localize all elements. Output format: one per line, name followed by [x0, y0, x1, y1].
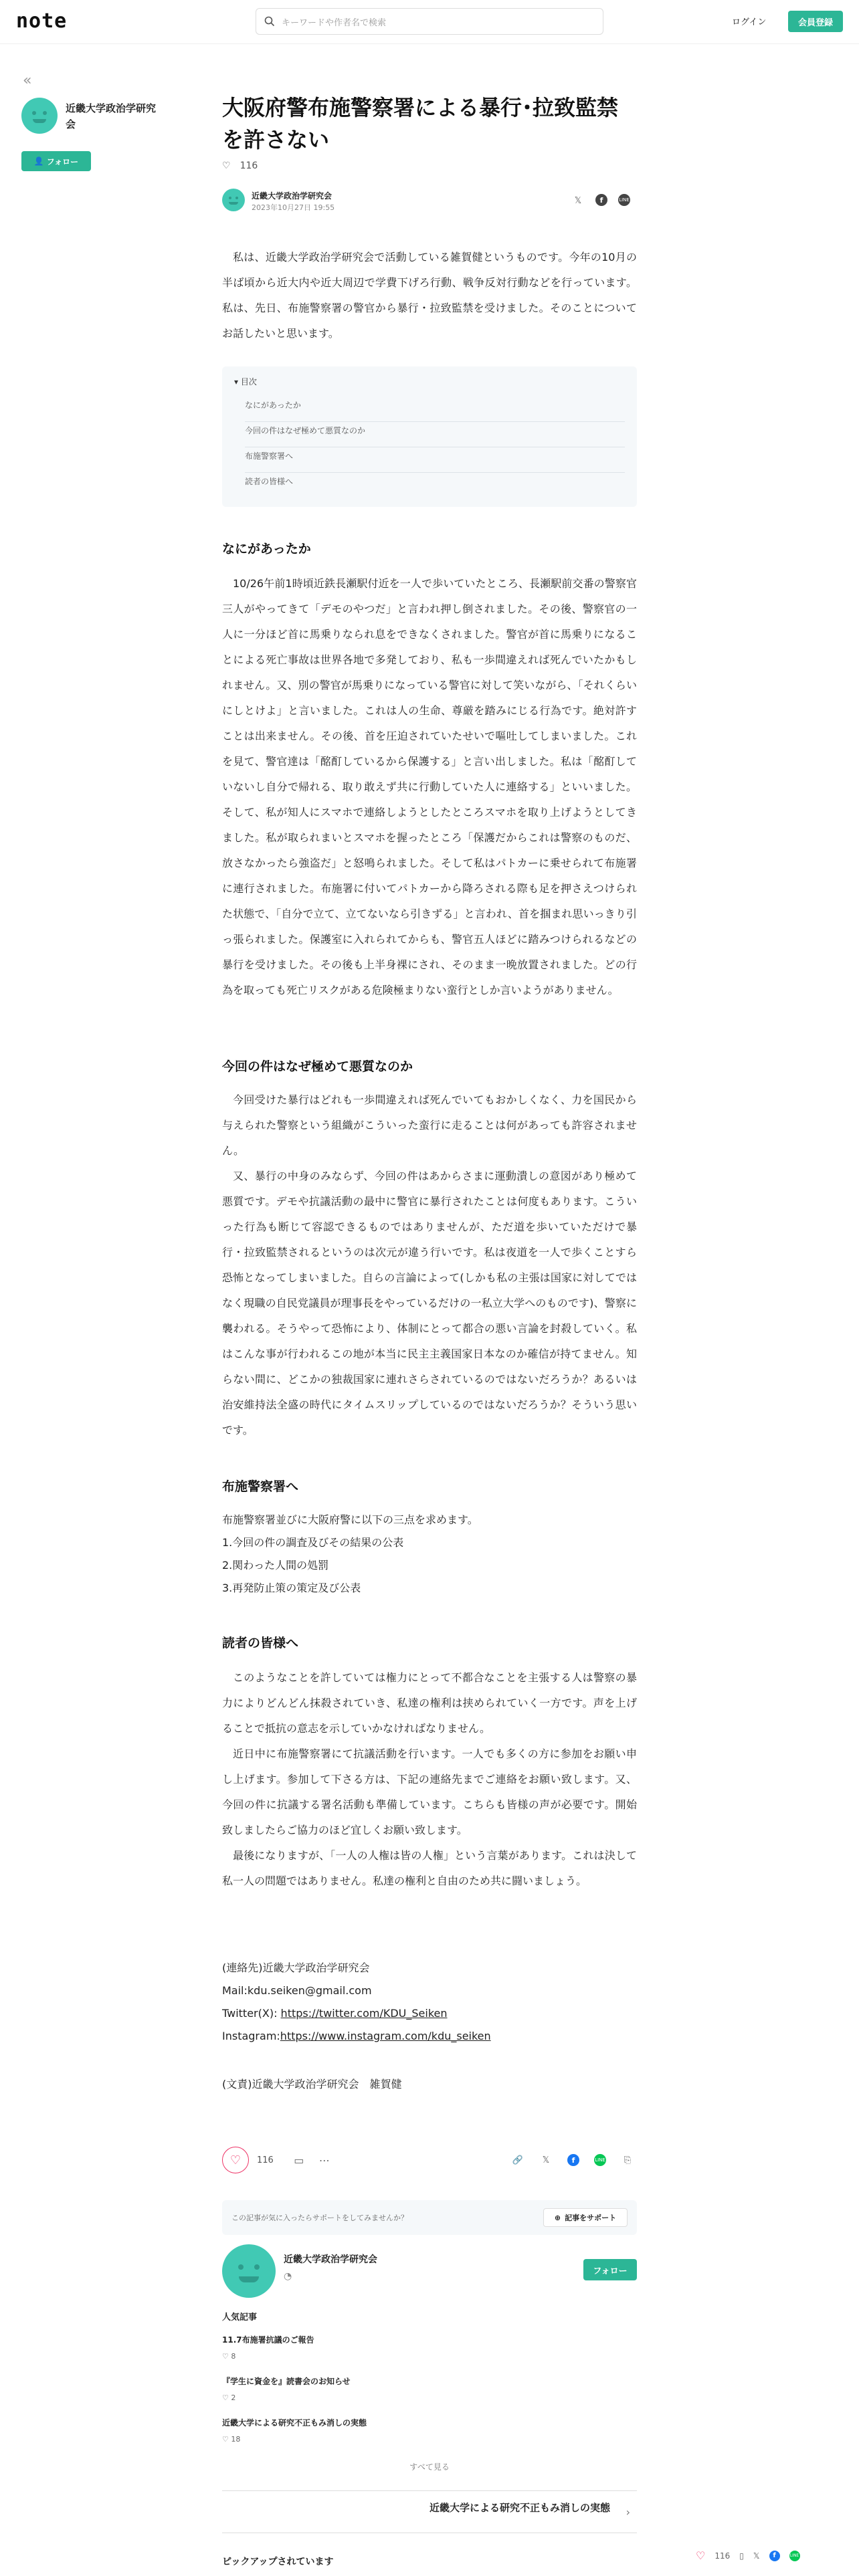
twitter-link[interactable]: https://twitter.com/KDU_Seiken [280, 2007, 448, 2020]
table-of-contents [222, 366, 637, 507]
intro-paragraph: 私は、近畿大学政治学研究会で活動している雑賀健というものです。今年の10月の半ば頃から近大内や近大周辺で学費下げろ行動、戦争反対行動などを行っています。私は、先日、布施警察署の警官から暴行・拉致監禁を受けました。そのことについてお話したいと思います。 [222, 251, 637, 340]
popular-item[interactable] [222, 2417, 637, 2444]
more-icon[interactable]: ⋯ [318, 2153, 330, 2167]
likes-value: 2 [231, 2393, 236, 2402]
heart-icon: ♡ [222, 2352, 231, 2361]
login-link[interactable]: ログイン [732, 17, 767, 27]
profile-card [222, 2244, 637, 2298]
follow-label: フォロー [46, 156, 79, 167]
float-like-count: 116 [714, 2551, 731, 2561]
section-paragraph: 最後になりますが、「一人の人権は皆の人権」という言葉があります。これは決して私一人の問題ではありません。私達の権利と自由のため共に闘いましょう。 [222, 1849, 637, 1887]
heart-icon: ♡ [222, 2435, 231, 2444]
like-button[interactable]: ♡ [222, 2147, 249, 2173]
x-share-icon[interactable]: 𝕏 [753, 2551, 760, 2561]
heart-icon[interactable]: ♡ [696, 2549, 706, 2562]
chevron-right-icon: › [626, 2506, 630, 2518]
section-heading: 今回の件はなぜ極めて悪質なのか [222, 1059, 413, 1074]
profile-avatar[interactable] [222, 2244, 276, 2298]
popular-heading: 人気記事 [222, 2313, 258, 2323]
next-article-title[interactable]: 近畿大学による研究不正もみ消しの実態 [430, 2502, 611, 2514]
likes-value: 116 [240, 160, 258, 171]
see-all-link[interactable]: すべて見る [409, 2462, 450, 2472]
search-icon [264, 16, 275, 27]
toc-item[interactable]: 読者の皆様へ [245, 477, 294, 486]
toc-item[interactable]: なにがあったか [245, 397, 625, 422]
demand-line: 布施警察署並びに大阪府警に以下の三点を求めます。 [222, 1513, 478, 1526]
likes-value: 18 [231, 2435, 241, 2444]
publish-date: 2023年10月27日 19:55 [252, 203, 335, 212]
section-paragraph: 又、暴行の中身のみならず、今回の件はあからさまに運動潰しの意図があり極めて悪質です。デモや抗議活動の最中に警官に暴行されたことは何度もあります。こういった行為も断じて容認できるものではありませんが、ただ道を歩いていただけで暴行・拉致監禁されるというのは次元が違う行いです。私は夜道を一人で歩くことすら恐怖となってしまいました。自らの言論によって(しかも私の主張は国家に対してではなく現職の自民党議員が理事長をやっているだけの一私立大学へのものです)、警察に襲われる。そうやって恐怖により、体制にとって都合の悪い言論を封殺していく。私はこんな事が行われるこの地が本当に民主主義国家日本なのか確信が持てません。知らない間に、どこかの独裁国家に連れさらされているのではないだろうか？あるいは治安維持法全盛の時代にタイムスリップしているのではないだろうか？そういう思いです。 [222, 1170, 637, 1436]
section-paragraph: 今回受けた暴行はどれも一歩間違えれば死んでいてもおかしくなく、力を国民から与えられた警察という組織がこういった蛮行に走ることは何があっても許容されません。 [222, 1093, 637, 1157]
support-icon: ⊕ [554, 2213, 561, 2222]
floating-action-bar [696, 2549, 800, 2562]
share-icons [571, 194, 630, 207]
facebook-share-icon[interactable]: f [769, 2551, 780, 2561]
demand-line: 3.再発防止策の策定及び公表 [222, 1582, 361, 1594]
author-avatar[interactable] [21, 98, 58, 134]
section-paragraph: 10/26午前1時頃近鉄長瀬駅付近を一人で歩いていたところ、長瀬駅前交番の警察官三人がやってきて「デモのやつだ」と言われ押し倒されました。その後、警察官の一人に一分ほど首に馬乗りなられ息をできなくされました。警官が首に馬乗りになることによる死亡事故は世界各地で多発しており、私も一歩間違えれば死んでいたかもしれません。又、別の警官が馬乗りになっている警官に対して笑いながら、「それくらいにしとけよ」と言いました。これは人の生命、尊厳を踏みにじる行為です。絶対許すことは出来ません。その後、首を圧迫されていたせいで嘔吐してしまいました。これを見て、警官達は「酩酊しているから保護する」と言い出しました。私は「酩酊していないし自分で帰れる、取り敢えず共に行動していた人に連絡する」といいました。そして、私が知人にスマホで連絡しようとしたところスマホを取り上げようとしてきました。私が取られまいとスマホを握ったところ「保護だからこれは警察のものだ、放さなかったら強盗だ」と怒鳴られました。そして私はパトカーに乗せられて布施署に連行されました。布施署に付いてパトカーから降ろされる際も足を押さえつけられた状態で、「自分で立て、立てないなら引きずる」と言われ、首を掴まれ思いっきり引っ張られました。保護室に入れられてからも、警官五人ほどに踏みつけられるなどの暴行を受けました。その後も上半身裸にされ、そのまま一晩放置されました。どの行為を取っても死亡リスクがある危険極まりない蛮行としか言いようがありません。 [222, 577, 637, 996]
like-count-top [222, 160, 258, 171]
demand-line: 1.今回の件の調査及びその結果の公表 [222, 1536, 404, 1549]
picked-heading: ピックアップされています [222, 2557, 334, 2567]
header [0, 0, 859, 44]
section-heading: 読者の皆様へ [222, 1636, 299, 1650]
section-heading: なにがあったか [222, 542, 311, 556]
contact-line: Mail:kdu.seiken@gmail.com [222, 1984, 372, 1997]
author-avatar-small[interactable] [222, 189, 245, 211]
x-share-icon[interactable]: 𝕏 [542, 2155, 550, 2165]
popular-item[interactable] [222, 2375, 637, 2402]
search-placeholder: キーワードや作者名で検索 [282, 17, 387, 28]
facebook-share-icon[interactable]: f [595, 194, 607, 206]
next-article-link[interactable] [222, 2490, 637, 2533]
support-button[interactable] [543, 2208, 628, 2227]
instagram-label: Instagram: [222, 2030, 280, 2042]
note-logo[interactable]: note [16, 9, 68, 33]
comment-icon[interactable]: ▭ [294, 2153, 304, 2167]
profile-name[interactable]: 近畿大学政治学研究会 [284, 2254, 377, 2265]
like-count: 116 [257, 2155, 274, 2165]
action-bar [222, 2143, 637, 2177]
popular-item-title[interactable]: 近畿大学による研究不正もみ消しの実態 [222, 2418, 367, 2428]
contact-line: (連絡先)近畿大学政治学研究会 [222, 1961, 370, 1974]
twitter-label: Twitter(X): [222, 2007, 281, 2020]
demand-line: 2.関わった人間の処罰 [222, 1559, 329, 1572]
support-text: この記事が気に入ったらサポートをしてみませんか？ [231, 2214, 408, 2222]
popular-item-title[interactable]: 11.7布施署抗議のご報告 [222, 2335, 314, 2345]
follow-button-main[interactable]: フォロー [583, 2259, 637, 2280]
rss-icon[interactable]: ◔ [284, 2271, 292, 2282]
author-name[interactable]: 近畿大学政治学研究会 [66, 102, 157, 130]
popular-item[interactable] [222, 2334, 637, 2361]
search-input[interactable] [256, 8, 603, 35]
follow-button[interactable] [21, 151, 91, 171]
popular-item-likes [222, 2352, 637, 2361]
line-share-icon[interactable]: LINE [594, 2154, 606, 2166]
author-name-small[interactable]: 近畿大学政治学研究会 [252, 191, 332, 201]
signup-button[interactable]: 会員登録 [788, 11, 843, 32]
instagram-link[interactable]: https://www.instagram.com/kdu_seiken [280, 2030, 491, 2042]
section-paragraph: 近日中に布施警察署にて抗議活動を行います。一人でも多くの方に参加をお願い申し上げます。参加して下さる方は、下記の連絡先までご連絡をお願い致します。又、今回の件に抗議する署名活動も準備しています。こちらも皆様の声が必要です。開始致しましたらご協力のほど宜しくお願い致します。 [222, 1747, 637, 1836]
contact-line [222, 2025, 637, 2048]
collapse-sidebar-icon[interactable]: « [23, 72, 32, 89]
toc-item[interactable]: 布施警察署へ [245, 447, 625, 473]
x-share-icon[interactable]: 𝕏 [574, 195, 582, 206]
support-box [222, 2200, 637, 2235]
toc-item[interactable]: 今回の件はなぜ極めて悪質なのか [245, 422, 625, 447]
popular-item-likes [222, 2393, 637, 2402]
follow-icon: 👤 [33, 156, 44, 166]
popular-item-title[interactable]: 『学生に資金を』読書会のお知らせ [222, 2377, 351, 2386]
popular-item-likes [222, 2435, 637, 2444]
section-heading: 布施警察署へ [222, 1479, 299, 1494]
contact-line [222, 2002, 637, 2025]
line-share-icon[interactable]: LINE [789, 2551, 800, 2561]
heart-icon: ♡ [222, 2393, 231, 2402]
section-paragraph: このようなことを許していては権力にとって不都合なことを主張する人は警察の暴力によりどんどん抹殺されていき、私達の権利は挟められていく一方です。声を上げることで抵抗の意志を示していかなければなりません。 [222, 1671, 637, 1735]
toc-title: 目次 [240, 377, 257, 387]
bookmark-icon[interactable]: ▯ [739, 2551, 744, 2561]
article-title: 大阪府警布施警察署による暴行･拉致監禁を許さない [222, 95, 619, 152]
toc-header[interactable]: ▾ 目次 [234, 377, 257, 387]
heart-icon[interactable]: ♡ [222, 160, 231, 171]
facebook-share-icon[interactable]: f [567, 2154, 579, 2166]
embed-icon[interactable]: ⎘ [624, 2155, 632, 2165]
link-icon[interactable]: 🔗 [512, 2155, 524, 2165]
signature: (文責)近畿大学政治学研究会 雑賀健 [222, 2078, 402, 2090]
line-share-icon[interactable]: LINE [618, 194, 630, 206]
likes-value: 8 [231, 2352, 236, 2361]
article-author [222, 189, 637, 213]
support-label: 記事をサポート [565, 2214, 617, 2222]
